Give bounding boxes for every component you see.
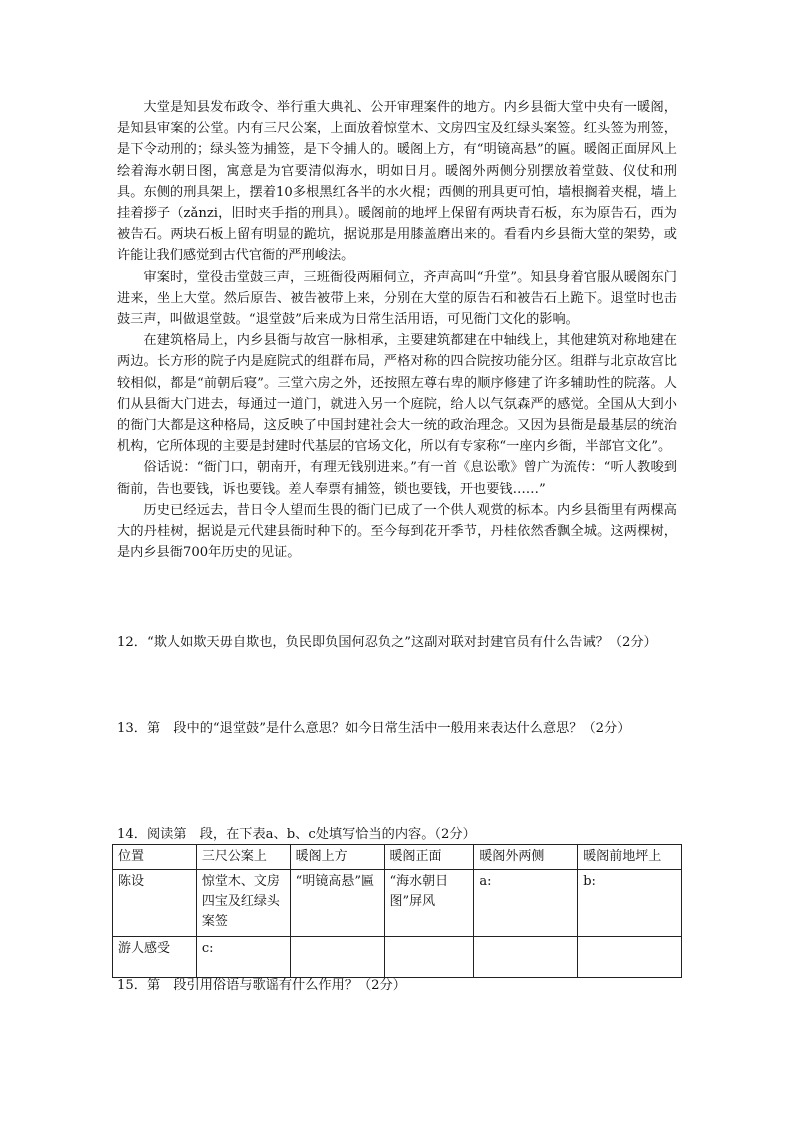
table-cell: [474, 937, 578, 978]
answer-blank-a[interactable]: a:: [474, 870, 578, 937]
passage-paragraph-3: 在建筑格局上，内乡县衙与故宫一脉相承，主要建筑都建在中轴线上，其他建筑对称地建在两边。长方形的院子内是庭院式的组群布局，严格对称的四合院按功能分区。组群与北京故宫比较相似，都是“前朝后寝”。三堂六房之外，还按照左尊右卑的顺序修建了许多辅助性的院落。人们从县衙大门进去，每通过一道门，就进入另一个庭院，给人以气氛森严的感觉。全国从大到小的衙门大都是这种格局，这反映了中国封建社会大一统的政治理念。又因为县衙是最基层的统治机构，它所体现的主要是封建时代基层的官场文化，所以有专家称“一座内乡衙，半部官文化”。: [117, 333, 677, 455]
answer-blank-c[interactable]: c:: [196, 937, 290, 978]
table-header-cell: 暖阁前地坪上: [578, 845, 682, 870]
table-cell: 陈设: [113, 870, 197, 937]
question-14: 14．阅读第 段，在下表a、b、c处填写恰当的内容。（2分）: [117, 827, 476, 842]
table-cell: [578, 937, 682, 978]
question-15: 15．第 段引用俗语与歌谣有什么作用？（2分）: [117, 978, 406, 993]
table-cell: [290, 937, 384, 978]
table-row: [113, 937, 682, 978]
table-header-cell: 暖阁正面: [384, 845, 474, 870]
table-header-row: [113, 845, 682, 870]
table-cell: “明镜高悬”匾: [290, 870, 384, 937]
table-cell: 惊堂木、文房四宝及红绿头案签: [196, 870, 290, 937]
answer-table: [112, 844, 682, 978]
passage-paragraph-2: 审案时，堂役击堂鼓三声，三班衙役两厢伺立，齐声高叫“升堂”。知县身着官服从暖阁东门进来，坐上大堂。然后原告、被告被带上来，分别在大堂的原告石和被告石上跪下。退堂时也击鼓三声，叫做退堂鼓。“退堂鼓”后来成为日常生活用语，可见衙门文化的影响。: [117, 269, 677, 328]
passage-paragraph-5: 历史已经远去，昔日令人望而生畏的衙门已成了一个供人观赏的标本。内乡县衙里有两棵高大的丹桂树，据说是元代建县衙时种下的。至今每到花开季节，丹桂依然香飘全城。这两棵树，是内乡县衙700年历史的见证。: [117, 502, 677, 561]
table-cell: 游人感受: [113, 937, 197, 978]
question-13: 13．第 段中的“退堂鼓”是什么意思？如今日常生活中一般用来表达什么意思？（2分）: [117, 721, 631, 736]
question-12: 12．“欺人如欺天毋自欺也，负民即负国何忍负之”这副对联对封建官员有什么告诫？（2分）: [117, 635, 657, 650]
passage-paragraph-1: 大堂是知县发布政令、举行重大典礼、公开审理案件的地方。内乡县衙大堂中央有一暖阁，是知县审案的公堂。内有三尺公案，上面放着惊堂木、文房四宝及红绿头案签。红头签为刑签，是下令动刑的；绿头签为捕签，是下令捕人的。暖阁上方，有“明镜高悬”的匾。暖阁正面屏风上绘着海水朝日图，寓意是为官要清似海水，明如日月。暖阁外两侧分别摆放着堂鼓、仪仗和刑具。东侧的刑具架上，摆着10多根黑红各半的水火棍；西侧的刑具更可怕，墙根搁着夹棍，墙上挂着拶子（zǎnzi，旧时夹手指的刑具）。暖阁前的地坪上保留有两块青石板，东为原告石，西为被告石。两块石板上留有明显的跪坑，据说那是用膝盖磨出来的。看看内乡县衙大堂的架势，或许能让我们感觉到古代官衙的严刑峻法。: [117, 100, 677, 264]
table-header-cell: 暖阁外两侧: [474, 845, 578, 870]
table-header-cell: 暖阁上方: [290, 845, 384, 870]
table-row: [113, 870, 682, 937]
answer-blank-b[interactable]: b:: [578, 870, 682, 937]
table-cell: [384, 937, 474, 978]
table-header-cell: 三尺公案上: [196, 845, 290, 870]
table-header-cell: 位置: [113, 845, 197, 870]
reading-passage: [117, 97, 677, 563]
table-cell: “海水朝日图”屏风: [384, 870, 474, 937]
passage-paragraph-4: 俗话说：“衙门口，朝南开，有理无钱别进来。”有一首《息讼歌》曾广为流传：“听人教唆到衙前，告也要钱，诉也要钱。差人奉票有捕签，锁也要钱，开也要钱……”: [117, 460, 677, 497]
